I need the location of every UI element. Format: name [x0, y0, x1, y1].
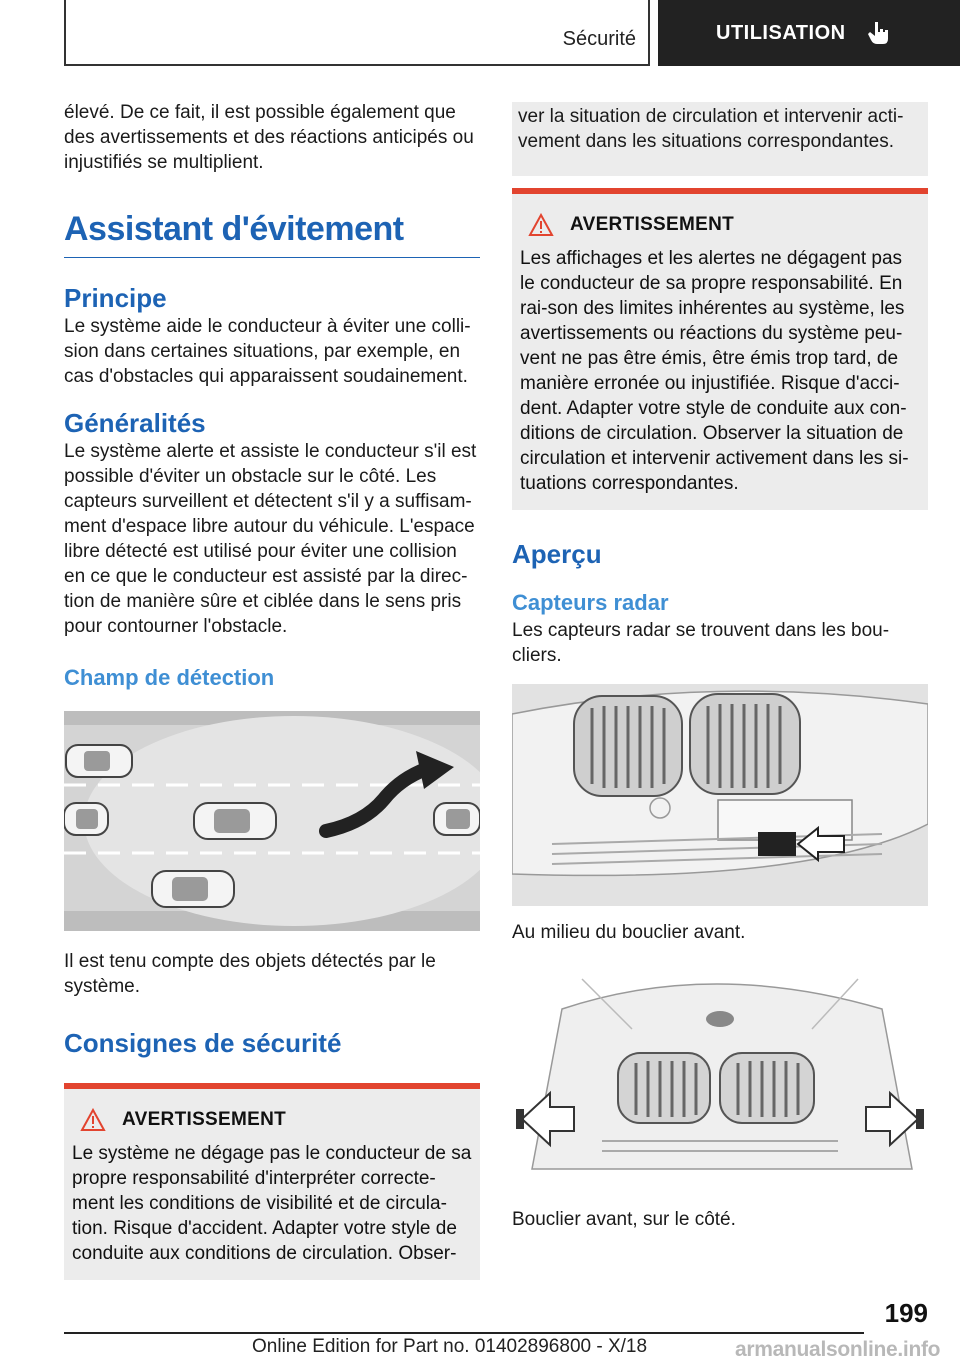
header-rule-bottom: [64, 64, 650, 66]
apercu-heading: Aperçu: [512, 539, 602, 569]
warning-box-2: [512, 188, 928, 510]
footer-edition: Online Edition for Part no. 01402896800 - X/18: [252, 1336, 648, 1357]
generalites-paragraph: Le système alerte et assiste le conducteur s'il est possible d'éviter un obstacle sur le côté. Les capteurs surveillent et détectent s'il y a suffisam-ment d'espace libre autour du véhicule. L'espace libre détecté est utilisé pour éviter une collision en ce que le conducteur est assisté par la direc-tion de manière sûre et ciblée dans le sens pris pour contourner l'obstacle.: [64, 441, 477, 637]
caption-bumper-center: Au milieu du bouclier avant.: [512, 922, 746, 943]
consignes-heading: Consignes de sécurité: [64, 1028, 342, 1058]
warning-box-1: [64, 1083, 480, 1280]
warning-title-2: AVERTISSEMENT: [570, 214, 735, 235]
intro-paragraph: élevé. De ce fait, il est possible également que des avertissements et des réactions anticipés ou injustifiés se multiplient.: [64, 102, 474, 173]
detection-field-illustration: [64, 711, 480, 931]
front-bumper-side-figure: [512, 969, 928, 1193]
radar-heading: Capteurs radar: [512, 590, 669, 615]
caption-bumper-side: Bouclier avant, sur le côté.: [512, 1209, 736, 1230]
header-rule-left: [64, 0, 66, 66]
warning-title-row-2: [520, 208, 920, 242]
footer-rule: [64, 1332, 864, 1334]
header-chapter-tab[interactable]: [658, 0, 960, 66]
right-column: [512, 102, 928, 1232]
front-bumper-center-illustration: [512, 684, 928, 906]
warning-triangle-icon: [528, 213, 554, 237]
principe-heading: Principe: [64, 283, 167, 313]
champ-caption: Il est tenu compte des objets détectés par le système.: [64, 951, 436, 997]
warning-text-1: Le système ne dégage pas le conducteur de sa propre responsabilité d'interpréter correcte-ment les conditions de visibilité et de circula-tion. Risque d'accident. Adapter votre style de conduite aux conditions de circulation. Obser-: [72, 1143, 472, 1264]
page-number: 199: [884, 1298, 928, 1328]
champ-heading: Champ de détection: [64, 665, 275, 690]
section-title: Assistant d'évitement: [64, 209, 480, 258]
header-section-title: Sécurité: [562, 28, 636, 50]
warning-triangle-icon: [80, 1108, 106, 1132]
front-bumper-center-figure: [512, 684, 928, 906]
radar-paragraph: Les capteurs radar se trouvent dans les bou-cliers.: [512, 620, 890, 666]
front-bumper-side-illustration: [512, 969, 928, 1193]
generalites-heading: Généralités: [64, 408, 206, 438]
left-column: [64, 100, 480, 1280]
warning-title-row-1: [72, 1103, 472, 1137]
header-chapter-label: UTILISATION: [716, 21, 846, 44]
warning-text-2: Les affichages et les alertes ne dégagent pas le conducteur de sa propre responsabilité. En rai-son des limites inhérentes au système, les avertissements ou réactions du système peu-vent ne pas être émis, être émis trop tard, de manière erronée ou injustifiée. Risque d'acci-dent. Adapter votre style de conduite aux con-ditions de circulation. Observer la situation de circulation et intervenir activement dans les si-tuations correspondantes.: [520, 248, 909, 494]
hand-pointer-icon: [866, 20, 892, 46]
warning-continuation-text: ver la situation de circulation et intervenir acti-vement dans les situations correspondantes.: [518, 106, 904, 152]
footer-site-watermark: armanualsonline.info: [735, 1338, 941, 1361]
detection-field-figure: [64, 711, 480, 931]
warning-continuation-box: [512, 102, 928, 176]
warning-title-1: AVERTISSEMENT: [122, 1109, 287, 1130]
principe-paragraph: Le système aide le conducteur à éviter une colli-sion dans certaines situations, par exemple, en cas d'obstacles qui apparaissent soudainement.: [64, 316, 471, 387]
header-rule-mid: [648, 0, 650, 66]
